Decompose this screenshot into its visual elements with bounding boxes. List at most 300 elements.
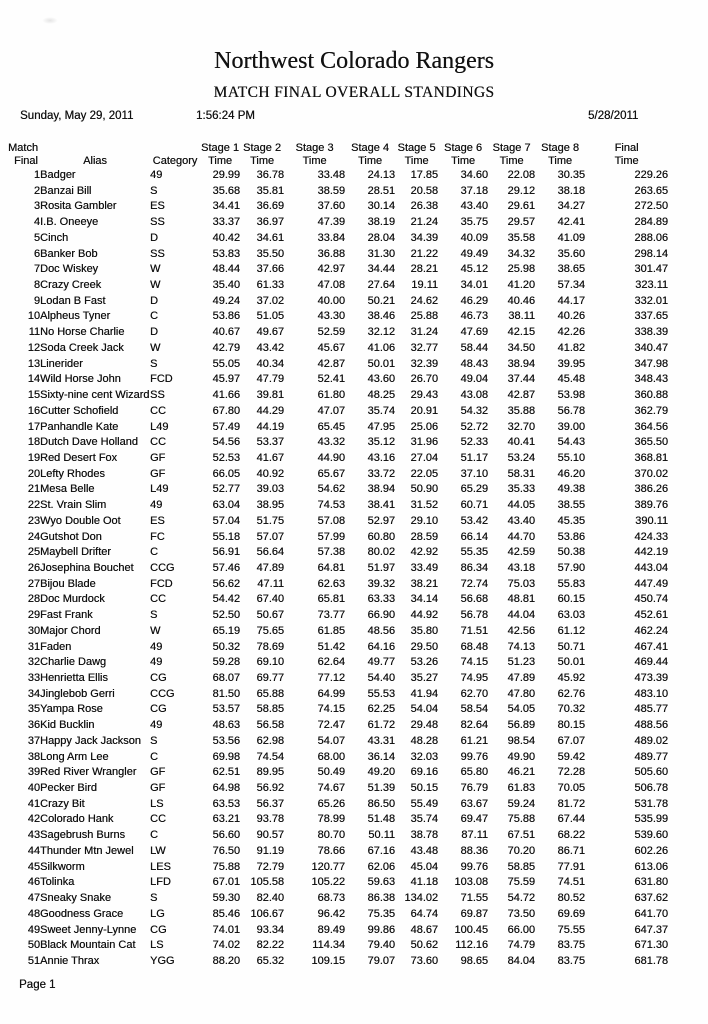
stage-3-time-cell: 37.60: [317, 200, 345, 213]
stage-4-time-cell: 64.16: [367, 640, 395, 653]
stage-4-time-cell: 51.97: [367, 561, 395, 574]
alias-cell: Silkworm: [40, 860, 85, 873]
final-time-cell: 424.33: [634, 530, 668, 543]
alias-cell: Crazy Creek: [40, 279, 102, 292]
stage-8-time-cell: 42.26: [557, 326, 585, 339]
table-row: [0, 938, 668, 954]
final-time-cell: 469.44: [634, 656, 668, 669]
header-row: [0, 126, 668, 168]
alias-cell: Badger: [40, 169, 76, 181]
stage-1-time-cell: 40.67: [212, 326, 240, 339]
final-time-cell: 301.47: [634, 263, 668, 276]
stage-8-time-cell: 49.38: [557, 483, 585, 496]
alias-cell: Rosita Gambler: [40, 200, 117, 213]
stage-8-time-cell: 68.22: [557, 829, 585, 842]
stage-2-time-cell: 53.37: [256, 436, 284, 449]
rank-cell: 8: [33, 279, 40, 292]
stage-1-time-cell: 54.42: [212, 593, 240, 606]
stage-8-time-cell: 56.78: [557, 404, 585, 417]
stage-3-time-cell: 89.49: [317, 923, 345, 936]
stage-1-time-cell: 66.05: [212, 467, 240, 480]
stage-3-time-cell: 42.97: [317, 263, 345, 276]
final-time-cell: 602.26: [634, 844, 668, 857]
stage-4-time-cell: 43.60: [367, 373, 395, 386]
category-cell: W: [150, 624, 161, 637]
stage-1-time-cell: 65.19: [212, 624, 240, 637]
table-row: [0, 278, 668, 294]
stage-2-time-cell: 69.10: [256, 656, 284, 669]
stage-6-time-cell: 58.44: [460, 341, 488, 354]
alias-cell: Major Chord: [40, 624, 101, 637]
category-cell: CC: [150, 436, 166, 449]
stage-4-time-cell: 38.46: [367, 310, 395, 323]
stage-2-time-cell: 39.03: [256, 483, 284, 496]
stage-7-time-cell: 29.61: [507, 200, 535, 213]
stage-7-time-cell: 25.98: [507, 263, 535, 276]
stage-7-time-cell: 43.18: [507, 561, 535, 574]
stage-7-time-cell: 54.05: [507, 703, 535, 716]
stage-1-time-cell: 56.62: [212, 577, 240, 590]
stage-7-time-cell: 75.59: [507, 876, 535, 889]
stage-1-time-cell: 35.40: [212, 279, 240, 292]
stage-8-time-cell: 74.51: [557, 876, 585, 889]
final-time-cell: 483.10: [634, 687, 668, 700]
final-time-cell: 284.89: [634, 216, 668, 229]
stage-2-time-cell: 78.69: [256, 640, 284, 653]
table-row: [0, 687, 668, 703]
stage-5-time-cell: 50.90: [410, 483, 438, 496]
final-time-cell: 390.11: [635, 514, 668, 527]
stage-7-time-cell: 44.70: [507, 530, 535, 543]
rank-cell: 49: [27, 923, 40, 936]
stage-2-time-cell: 62.98: [256, 734, 284, 747]
stage-3-time-cell: 72.47: [317, 719, 345, 732]
stage-8-time-cell: 60.15: [557, 593, 585, 606]
rank-cell: 31: [27, 640, 40, 653]
stage-4-time-cell: 32.12: [367, 326, 395, 339]
rank-cell: 50: [27, 939, 40, 952]
stage-8-time-cell: 83.75: [557, 954, 585, 967]
stage-4-time-cell: 48.56: [367, 624, 395, 637]
standings-header: [0, 126, 668, 168]
category-cell: CG: [150, 672, 167, 684]
alias-cell: Tolinka: [40, 876, 75, 889]
stage-2-time-cell: 40.34: [256, 357, 284, 370]
stage-3-time-cell: 68.00: [317, 750, 345, 763]
category-cell: LS: [150, 797, 164, 810]
stage-2-time-cell: 72.79: [256, 860, 284, 873]
stage-8-time-cell: 61.12: [557, 624, 585, 637]
stage-8-time-cell: 57.34: [557, 279, 585, 292]
stage-8-time-cell: 80.52: [557, 892, 585, 905]
stage-4-time-cell: 66.90: [367, 609, 395, 622]
category-cell: 49: [150, 499, 163, 512]
stage-5-time-cell: 20.58: [410, 184, 438, 197]
stage-5-time-cell: 73.60: [410, 954, 438, 967]
alias-cell: No Horse Charlie: [40, 326, 125, 339]
rank-cell: 13: [27, 357, 40, 370]
stage-4-time-cell: 54.40: [367, 672, 395, 684]
stage-3-time-cell: 47.07: [317, 404, 345, 417]
column-header-alias: Alias: [83, 155, 107, 167]
table-row: [0, 750, 668, 766]
alias-cell: Bijou Blade: [40, 577, 96, 590]
table-row: [0, 797, 668, 813]
stage-1-time-cell: 63.04: [212, 499, 240, 512]
stage-4-time-cell: 38.94: [367, 483, 395, 496]
category-cell: C: [150, 750, 158, 763]
stage-5-time-cell: 32.77: [410, 341, 438, 354]
stage-1-time-cell: 75.88: [212, 860, 240, 873]
stage-4-time-cell: 36.14: [367, 750, 395, 763]
stage-6-time-cell: 62.70: [460, 687, 488, 700]
stage-3-time-cell: 44.90: [317, 451, 345, 464]
stage-5-time-cell: 53.26: [410, 656, 438, 669]
stage-8-time-cell: 67.44: [557, 813, 585, 826]
alias-cell: Sweet Jenny-Lynne: [40, 923, 137, 936]
stage-8-time-cell: 53.98: [557, 389, 585, 402]
stage-1-time-cell: 74.02: [212, 939, 240, 952]
stage-3-time-cell: 78.99: [317, 813, 345, 826]
rank-cell: 20: [27, 467, 40, 480]
stage-1-time-cell: 52.50: [212, 609, 240, 622]
stage-7-time-cell: 48.81: [507, 593, 535, 606]
alias-cell: Colorado Hank: [40, 813, 114, 826]
stage-2-time-cell: 69.77: [256, 672, 284, 684]
stage-8-time-cell: 50.71: [557, 640, 585, 653]
alias-cell: Panhandle Kate: [40, 420, 119, 433]
stage-5-time-cell: 31.96: [410, 436, 438, 449]
stage-5-time-cell: 21.24: [410, 216, 438, 229]
stage-7-time-cell: 51.23: [507, 656, 535, 669]
stage-8-time-cell: 45.35: [557, 514, 585, 527]
category-cell: S: [150, 357, 158, 370]
stage-5-time-cell: 29.50: [410, 640, 438, 653]
rank-cell: 40: [27, 782, 40, 795]
alias-cell: Mesa Belle: [40, 483, 95, 496]
column-header-match-final: Match Final: [8, 142, 38, 167]
stage-4-time-cell: 35.12: [367, 436, 395, 449]
category-cell: CG: [150, 703, 167, 716]
stage-2-time-cell: 61.33: [256, 279, 284, 292]
stage-3-time-cell: 38.59: [317, 184, 345, 197]
stage-7-time-cell: 84.04: [507, 954, 535, 967]
table-row: [0, 451, 668, 467]
stage-7-time-cell: 53.24: [507, 451, 535, 464]
stage-5-time-cell: 35.74: [410, 813, 438, 826]
final-time-cell: 506.78: [634, 782, 668, 795]
stage-5-time-cell: 45.04: [410, 860, 438, 873]
rank-cell: 1: [33, 169, 40, 181]
alias-cell: Soda Creek Jack: [40, 341, 124, 354]
stage-2-time-cell: 40.92: [256, 467, 284, 480]
stage-5-time-cell: 28.59: [410, 530, 438, 543]
stage-4-time-cell: 99.86: [367, 923, 395, 936]
stage-3-time-cell: 43.30: [317, 310, 345, 323]
stage-7-time-cell: 41.20: [507, 279, 535, 292]
stage-2-time-cell: 51.05: [256, 310, 284, 323]
category-cell: CCG: [150, 687, 175, 700]
rank-cell: 18: [27, 436, 40, 449]
stage-2-time-cell: 56.92: [256, 782, 284, 795]
stage-2-time-cell: 36.97: [256, 216, 284, 229]
alias-cell: Yampa Rose: [40, 703, 103, 716]
table-row: [0, 514, 668, 530]
stage-7-time-cell: 74.79: [507, 939, 535, 952]
rank-cell: 46: [27, 876, 40, 889]
stage-1-time-cell: 81.50: [212, 687, 240, 700]
stage-1-time-cell: 42.79: [212, 341, 240, 354]
stage-1-time-cell: 57.04: [212, 514, 240, 527]
stage-8-time-cell: 86.71: [557, 844, 585, 857]
stage-8-time-cell: 41.82: [557, 341, 585, 354]
stage-1-time-cell: 56.60: [212, 829, 240, 842]
stage-1-time-cell: 53.83: [212, 247, 240, 260]
rank-cell: 32: [27, 656, 40, 669]
stage-3-time-cell: 74.53: [317, 499, 345, 512]
stage-3-time-cell: 51.42: [317, 640, 345, 653]
table-row: [0, 231, 668, 247]
stage-6-time-cell: 53.42: [460, 514, 488, 527]
stage-6-time-cell: 74.15: [460, 656, 488, 669]
stage-2-time-cell: 90.57: [256, 829, 284, 842]
alias-cell: Long Arm Lee: [40, 750, 109, 763]
stage-3-time-cell: 47.08: [317, 279, 345, 292]
stage-1-time-cell: 67.01: [212, 876, 240, 889]
stage-2-time-cell: 65.32: [256, 954, 284, 967]
stage-8-time-cell: 67.07: [557, 734, 585, 747]
stage-5-time-cell: 69.16: [410, 766, 438, 779]
stage-6-time-cell: 40.09: [460, 231, 488, 244]
stage-6-time-cell: 71.55: [460, 892, 488, 905]
stage-6-time-cell: 66.14: [460, 530, 488, 543]
stage-3-time-cell: 61.80: [317, 389, 345, 402]
stage-6-time-cell: 86.34: [460, 561, 488, 574]
stage-5-time-cell: 35.27: [410, 672, 438, 684]
alias-cell: Gutshot Don: [40, 530, 102, 543]
column-header-stage-3: Stage 3 Time: [295, 142, 334, 167]
stage-8-time-cell: 55.10: [557, 451, 585, 464]
table-row: [0, 262, 668, 278]
stage-1-time-cell: 48.44: [212, 263, 240, 276]
stage-3-time-cell: 50.49: [317, 766, 345, 779]
category-cell: LS: [150, 939, 164, 952]
table-row: [0, 781, 668, 797]
final-time-cell: 613.06: [634, 860, 668, 873]
column-header-stage-5: Stage 5 Time: [397, 142, 436, 167]
rank-cell: 38: [27, 750, 40, 763]
stage-4-time-cell: 50.01: [367, 357, 395, 370]
stage-3-time-cell: 57.38: [317, 546, 345, 559]
alias-cell: Josephina Bouchet: [40, 561, 134, 574]
stage-7-time-cell: 75.03: [507, 577, 535, 590]
column-header-stage-7: Stage 7 Time: [492, 142, 531, 167]
stage-7-time-cell: 35.33: [507, 483, 535, 496]
stage-7-time-cell: 34.50: [507, 341, 535, 354]
table-row: [0, 325, 668, 341]
category-cell: LES: [150, 860, 171, 873]
stage-3-time-cell: 33.84: [317, 231, 345, 244]
stage-4-time-cell: 49.77: [367, 656, 395, 669]
alias-cell: Cutter Schofield: [40, 404, 119, 417]
stage-7-time-cell: 38.11: [508, 310, 535, 323]
stage-6-time-cell: 45.12: [460, 263, 488, 276]
stage-1-time-cell: 55.05: [212, 357, 240, 370]
stage-5-time-cell: 43.48: [410, 844, 438, 857]
table-row: [0, 734, 668, 750]
stage-6-time-cell: 98.65: [460, 954, 488, 967]
stage-1-time-cell: 53.86: [212, 310, 240, 323]
stage-5-time-cell: 33.49: [410, 561, 438, 574]
stage-3-time-cell: 52.41: [317, 373, 345, 386]
alias-cell: Fast Frank: [40, 609, 93, 622]
stage-6-time-cell: 99.76: [460, 860, 488, 873]
alias-cell: Doc Wiskey: [40, 263, 99, 276]
stage-2-time-cell: 47.79: [256, 373, 284, 386]
stage-7-time-cell: 22.08: [507, 169, 535, 181]
rank-cell: 48: [27, 907, 40, 920]
final-time-cell: 368.81: [634, 451, 668, 464]
column-header-stage-8: Stage 8 Time: [541, 142, 579, 167]
category-cell: SS: [150, 389, 165, 402]
stage-4-time-cell: 28.51: [367, 184, 395, 197]
stage-4-time-cell: 33.72: [367, 467, 395, 480]
stage-5-time-cell: 38.21: [410, 577, 438, 590]
category-cell: LG: [150, 907, 165, 920]
stage-1-time-cell: 35.68: [212, 184, 240, 197]
stage-2-time-cell: 56.58: [256, 719, 284, 732]
stage-6-time-cell: 71.51: [460, 624, 488, 637]
stage-3-time-cell: 65.45: [317, 420, 345, 433]
stage-3-time-cell: 54.07: [317, 734, 345, 747]
stage-2-time-cell: 35.81: [256, 184, 284, 197]
stage-1-time-cell: 76.50: [212, 844, 240, 857]
table-row: [0, 545, 668, 561]
stage-8-time-cell: 53.86: [557, 530, 585, 543]
stage-1-time-cell: 55.18: [212, 530, 240, 543]
stage-4-time-cell: 48.25: [367, 389, 395, 402]
table-row: [0, 530, 668, 546]
stage-6-time-cell: 103.08: [454, 876, 488, 889]
stage-7-time-cell: 66.00: [507, 923, 535, 936]
stage-8-time-cell: 45.48: [557, 373, 585, 386]
rank-cell: 6: [33, 247, 40, 260]
rank-cell: 15: [27, 389, 40, 402]
alias-cell: Lodan B Fast: [40, 294, 106, 307]
alias-cell: Sagebrush Burns: [40, 829, 125, 842]
stage-4-time-cell: 38.19: [367, 216, 395, 229]
stage-2-time-cell: 47.11: [257, 577, 284, 590]
stage-2-time-cell: 93.78: [256, 813, 284, 826]
stage-3-time-cell: 54.62: [317, 483, 345, 496]
rank-cell: 42: [27, 813, 40, 826]
stage-4-time-cell: 67.16: [367, 844, 395, 857]
final-time-cell: 671.30: [634, 939, 668, 952]
stage-7-time-cell: 40.46: [507, 294, 535, 307]
stage-7-time-cell: 54.72: [507, 892, 535, 905]
stage-3-time-cell: 62.64: [317, 656, 345, 669]
alias-cell: Jinglebob Gerri: [40, 687, 115, 700]
stage-7-time-cell: 49.90: [507, 750, 535, 763]
final-time-cell: 637.62: [634, 892, 668, 905]
rank-cell: 26: [27, 561, 40, 574]
stage-7-time-cell: 44.04: [507, 609, 535, 622]
rank-cell: 45: [27, 860, 40, 873]
stage-2-time-cell: 38.95: [256, 499, 284, 512]
stage-6-time-cell: 65.29: [460, 483, 488, 496]
stage-4-time-cell: 50.21: [367, 294, 395, 307]
table-row: [0, 655, 668, 671]
stage-7-time-cell: 56.89: [507, 719, 535, 732]
stage-1-time-cell: 54.56: [212, 436, 240, 449]
stage-1-time-cell: 57.49: [212, 420, 240, 433]
rank-cell: 9: [33, 294, 40, 307]
stage-7-time-cell: 58.31: [507, 467, 535, 480]
stage-7-time-cell: 98.54: [507, 734, 535, 747]
category-cell: C: [150, 829, 158, 842]
stage-8-time-cell: 77.91: [557, 860, 585, 873]
final-time-cell: 348.43: [634, 373, 668, 386]
stage-4-time-cell: 52.97: [367, 514, 395, 527]
final-time-cell: 362.79: [634, 404, 668, 417]
final-time-cell: 641.70: [634, 907, 668, 920]
stage-2-time-cell: 50.67: [256, 609, 284, 622]
stage-6-time-cell: 76.79: [460, 782, 488, 795]
stage-3-time-cell: 109.15: [311, 954, 345, 967]
category-cell: D: [150, 294, 158, 307]
stage-7-time-cell: 29.12: [507, 184, 535, 197]
final-time-cell: 370.02: [634, 467, 668, 480]
stage-1-time-cell: 85.46: [212, 907, 240, 920]
category-cell: CCG: [150, 561, 175, 574]
category-cell: GF: [150, 451, 166, 464]
stage-1-time-cell: 53.56: [212, 734, 240, 747]
rank-cell: 27: [27, 577, 40, 590]
rank-cell: 24: [27, 530, 40, 543]
category-cell: FCD: [150, 577, 173, 590]
stage-2-time-cell: 91.19: [256, 844, 284, 857]
stage-2-time-cell: 37.66: [256, 263, 284, 276]
stage-6-time-cell: 87.11: [461, 829, 488, 842]
category-cell: GF: [150, 467, 166, 480]
stage-6-time-cell: 69.47: [460, 813, 488, 826]
stage-3-time-cell: 64.99: [317, 687, 345, 700]
stage-5-time-cell: 32.39: [410, 357, 438, 370]
category-cell: SS: [150, 216, 165, 229]
stage-6-time-cell: 37.18: [460, 184, 488, 197]
alias-cell: Red Desert Fox: [40, 451, 118, 464]
category-cell: S: [150, 734, 158, 747]
report-subtitle: MATCH FINAL OVERALL STANDINGS: [213, 84, 495, 101]
stage-4-time-cell: 28.04: [367, 231, 395, 244]
stage-8-time-cell: 54.43: [557, 436, 585, 449]
stage-6-time-cell: 49.04: [460, 373, 488, 386]
stage-8-time-cell: 70.05: [557, 782, 585, 795]
alias-cell: Pecker Bird: [40, 782, 97, 795]
stage-3-time-cell: 68.73: [317, 892, 345, 905]
report-match-date: 5/28/2011: [588, 110, 639, 122]
stage-4-time-cell: 60.80: [367, 530, 395, 543]
stage-7-time-cell: 47.89: [507, 672, 535, 684]
stage-2-time-cell: 106.67: [250, 907, 284, 920]
stage-5-time-cell: 50.62: [410, 939, 438, 952]
stage-8-time-cell: 41.09: [557, 231, 585, 244]
rank-cell: 19: [27, 451, 40, 464]
stage-6-time-cell: 100.45: [454, 923, 488, 936]
stage-3-time-cell: 73.77: [317, 609, 345, 622]
stage-8-time-cell: 34.27: [557, 200, 585, 213]
stage-6-time-cell: 72.74: [460, 577, 488, 590]
